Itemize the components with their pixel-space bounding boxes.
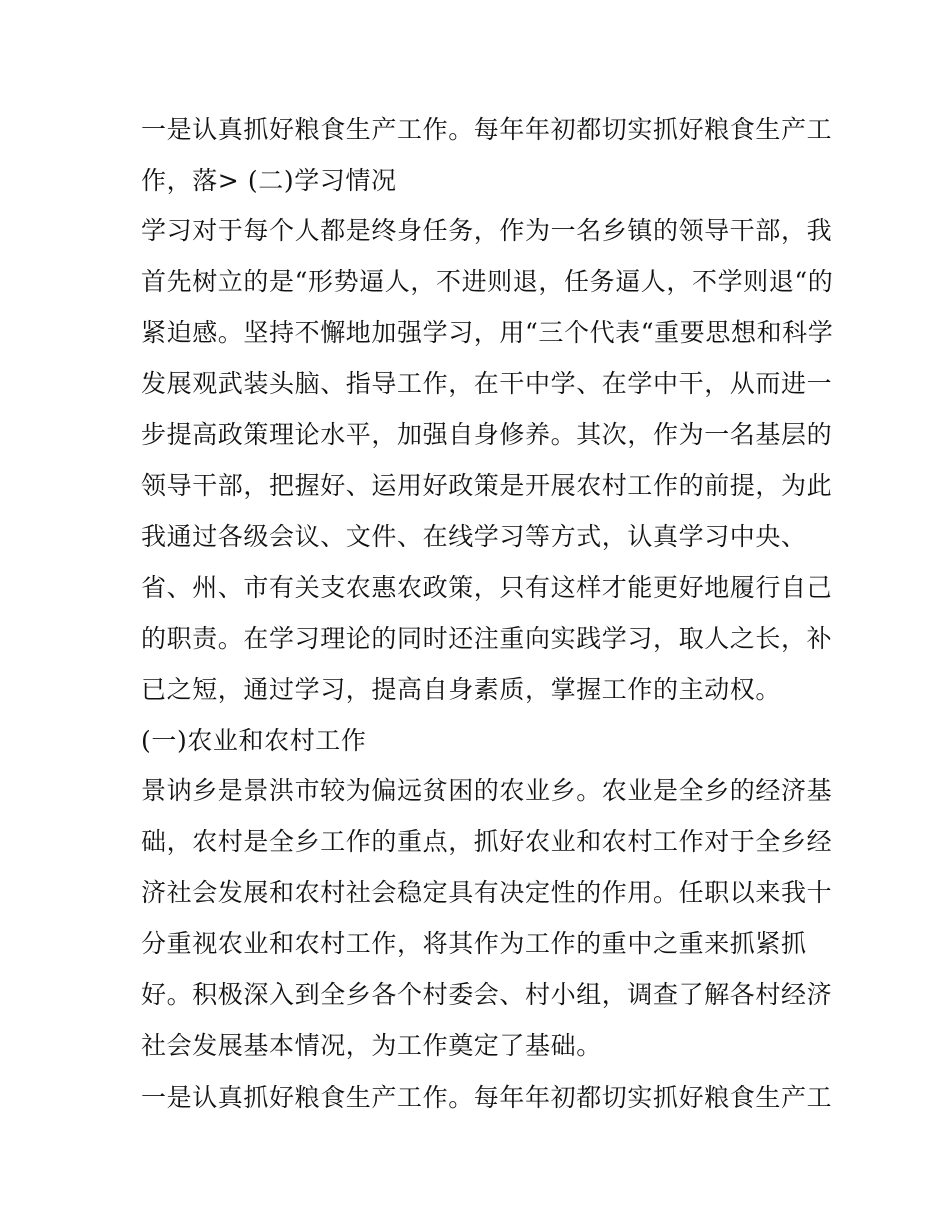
text-line: 学习对于每个人都是终身任务，作为一名乡镇的领导干部，我 — [141, 216, 833, 245]
text-line: 作，落> (二)学习情况 — [141, 166, 397, 195]
text-line: 首先树立的是“形势逼人，不进则退，任务逼人，不学则退“的 — [141, 267, 834, 296]
text-line: 一是认真抓好粮食生产工作。每年年初都切实抓好粮食生产工 — [141, 1083, 833, 1112]
text-line: 济社会发展和农村社会稳定具有决定性的作用。任职以来我十 — [141, 878, 833, 907]
text-line: 分重视农业和农村工作，将其作为工作的重中之重来抓紧抓 — [141, 929, 807, 958]
section-heading: (一)农业和农村工作 — [141, 726, 367, 755]
text-line: 紧迫感。坚持不懈地加强学习，用“三个代表“重要思想和科学 — [141, 318, 834, 347]
text-line: 好。积极深入到全乡各个村委会、村小组，调查了解各村经济 — [141, 980, 833, 1009]
text-line: 一是认真抓好粮食生产工作。每年年初都切实抓好粮食生产工 — [141, 115, 833, 144]
text-line: 景讷乡是景洪市较为偏远贫困的农业乡。农业是全乡的经济基 — [141, 776, 833, 805]
text-line: 省、州、市有关支农惠农政策，只有这样才能更好地履行自己 — [141, 573, 833, 602]
text-line: 社会发展基本情况，为工作奠定了基础。 — [141, 1031, 602, 1060]
text-line: 步提高政策理论水平，加强自身修养。其次，作为一名基层的 — [141, 420, 833, 449]
text-line: 发展观武装头脑、指导工作，在干中学、在学中干，从而进一 — [141, 369, 833, 398]
text-line: 的职责。在学习理论的同时还注重向实践学习，取人之长，补 — [141, 624, 833, 653]
text-line: 础，农村是全乡工作的重点，抓好农业和农村工作对于全乡经 — [141, 827, 833, 856]
text-line: 领导干部，把握好、运用好政策是开展农村工作的前提，为此 — [141, 471, 833, 500]
text-line: 已之短，通过学习，提高自身素质，掌握工作的主动权。 — [141, 675, 782, 704]
text-line: 我通过各级会议、文件、在线学习等方式，认真学习中央、 — [141, 522, 807, 551]
